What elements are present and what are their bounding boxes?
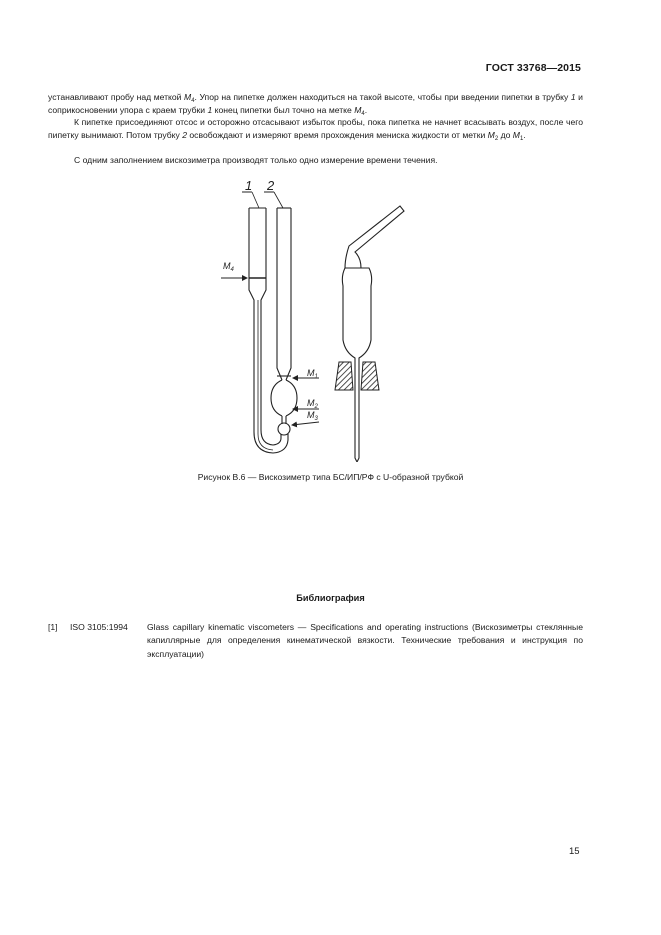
- pipette-drawing: [342, 206, 404, 462]
- bibliography-item-code: ISO 3105:1994: [70, 622, 128, 632]
- tube-1-label: 1: [245, 178, 253, 193]
- document-header: ГОСТ 33768—2015: [485, 62, 581, 74]
- mark-m1-label: $M_1$: [307, 368, 318, 380]
- figure-caption: Рисунок В.6 — Вискозиметр типа БС/ИП/РФ с U-образной трубкой: [197, 472, 464, 482]
- paragraph-pipette-suction: К пипетке присоединяют отсос и осторожно отсасывают избыток пробы, пока пипетка не начнет всасывать воздух, после чего пипетку вынимают. Потом трубку 2 освобождают и измеряют время прохождения мениска жидкости от метки $M_2$ до $M_1$.: [48, 117, 583, 143]
- bibliography-title: Библиография: [296, 593, 365, 603]
- page-number: 15: [569, 846, 580, 857]
- paragraph-single-measurement: С одним заполнением вискозиметра производят только одно измерение времени течения.: [74, 155, 438, 165]
- mark-m3-label: $M_3$: [307, 410, 318, 422]
- tube-2-label: 2: [267, 178, 275, 193]
- bibliography-item-number: [1]: [48, 622, 58, 632]
- mark-m2-label: $M_2$: [307, 398, 318, 410]
- paragraph-sample-placement: устанавливают пробу над меткой $M_4$. Упор на пипетке должен находиться на такой высоте, чтобы при введении пипетки в трубку 1 и соприкосновении упора с краем трубки 1 конец пипетки был точно на метке $M_4$.: [48, 92, 583, 118]
- bibliography-item-text: Glass capillary kinematic viscometers — Specifications and operating instructions (Вискозиметры стеклянные капиллярные для определения кинематической вязкости. Технические требования и инструкция по эксплуатации): [147, 622, 583, 659]
- mark-m4-label: $M_4$: [223, 261, 234, 273]
- viscometer-figure: [205, 172, 435, 462]
